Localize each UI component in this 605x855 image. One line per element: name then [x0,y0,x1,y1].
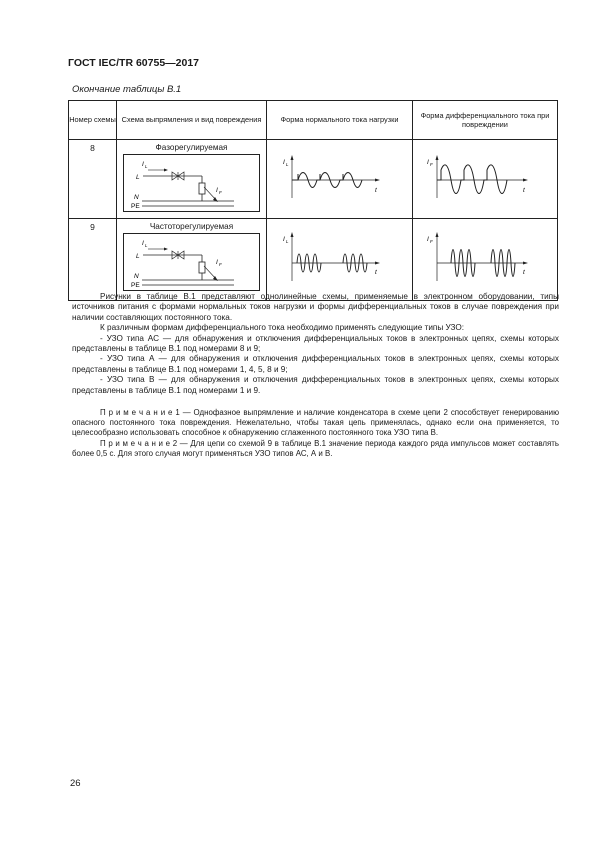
if-label: I [216,187,218,194]
if-sub: F [219,190,222,195]
il-axis-label: I [283,159,285,166]
il-axis-sub: L [286,239,289,244]
t-axis-label: t [375,187,377,194]
body-paragraphs [72,292,559,396]
note-2: П р и м е ч а н и е 2 — Для цепи со схемой 9 в таблице В.1 значение периода каждого ряда импульсов может составлять более 0,5 с. Для этого случая могут применяться УЗО типов АС, А и В. [72,438,559,458]
n-label: N [134,273,139,280]
circuit-diagram [123,233,260,291]
il-label: I [142,240,144,247]
col-header-differential-current: Форма дифференциального тока при повреждении [413,101,558,140]
l-label: L [136,174,140,181]
table-row [69,140,558,219]
if-axis-sub: F [430,162,433,167]
schema-label: Частоторегулируемая [149,222,234,231]
col-header-normal-current: Форма нормального тока нагрузки [267,101,413,140]
paragraph-2: К различным формам дифференциального тока необходимо применять следующие типы УЗО: [100,323,464,333]
table-header-row [69,101,558,140]
if-label: I [216,259,218,266]
pe-label: PE [131,282,140,289]
differential-current-waveform-9 [413,219,558,301]
if-sub: F [219,262,222,267]
il-sub: L [145,164,148,169]
il-axis-label: I [283,236,285,243]
normal-current-waveform-9 [267,219,413,301]
t-axis-label-2: t [523,269,525,276]
row-number: 9 [69,219,117,301]
page-number: 26 [70,778,81,789]
list-item-b: - УЗО типа В — для обнаружения и отключения дифференциальных токов в электронных цепях, схемы которых представлены в таблице В.1 под номерами 1 и 9. [72,375,559,395]
list-item-ac: - УЗО типа АС — для обнаружения и отключения дифференциальных токов в электронных цепях, схемы которых представлены в таблице В.1 под номерами 8 и 9; [72,333,559,354]
l-label: L [136,253,140,260]
note-1: П р и м е ч а н и е 1 — Однофазное выпрямление и наличие конденсатора в схеме цепи 2 способствует генерированию опасного постоянного тока повреждения. Нежелательно, чтобы такая цепь применялась, однако если она применяется, то целесообразно использовать способное к обнаружению сглаженного постоянного тока УЗО типа В. [72,408,559,438]
col-header-schema: Схема выпрямления и вид повреждения [117,101,267,140]
t-axis-label: t [375,269,377,276]
circuit-diagram [123,154,260,212]
t-axis-label-2: t [523,187,525,194]
table-b1 [68,100,558,301]
schema-label: Фазорегулируемая [155,143,228,152]
document-header: ГОСТ IEC/TR 60755—2017 [68,57,200,69]
row-number: 8 [69,140,117,219]
if-axis-sub: F [430,239,433,244]
n-label: N [134,194,139,201]
notes [72,408,559,459]
il-axis-sub: L [286,162,289,167]
il-sub: L [145,243,148,248]
il-label: I [142,161,144,168]
if-axis-label: I [427,236,429,243]
col-header-number: Номер схемы [69,101,117,140]
paragraph-1: Рисунки в таблице В.1 представляют однолинейные схемы, применяемые в электронном оборудовании, типы источников питания с формами нормальных токов нагрузки и формы дифференциальных токов в случае повреждения при наличии составляющих постоянного тока. [72,292,559,322]
if-axis-label: I [427,159,429,166]
table-row [69,219,558,301]
table-caption: Окончание таблицы В.1 [72,84,182,95]
pe-label: PE [131,203,140,210]
normal-current-waveform-8 [267,140,413,219]
differential-current-waveform-8 [413,140,558,219]
list-item-a: - УЗО типа А — для обнаружения и отключения дифференциальных токов в электронных цепях, схемы которых представлены в таблице В.1 под номерами 1, 4, 5, 8 и 9; [72,354,559,374]
